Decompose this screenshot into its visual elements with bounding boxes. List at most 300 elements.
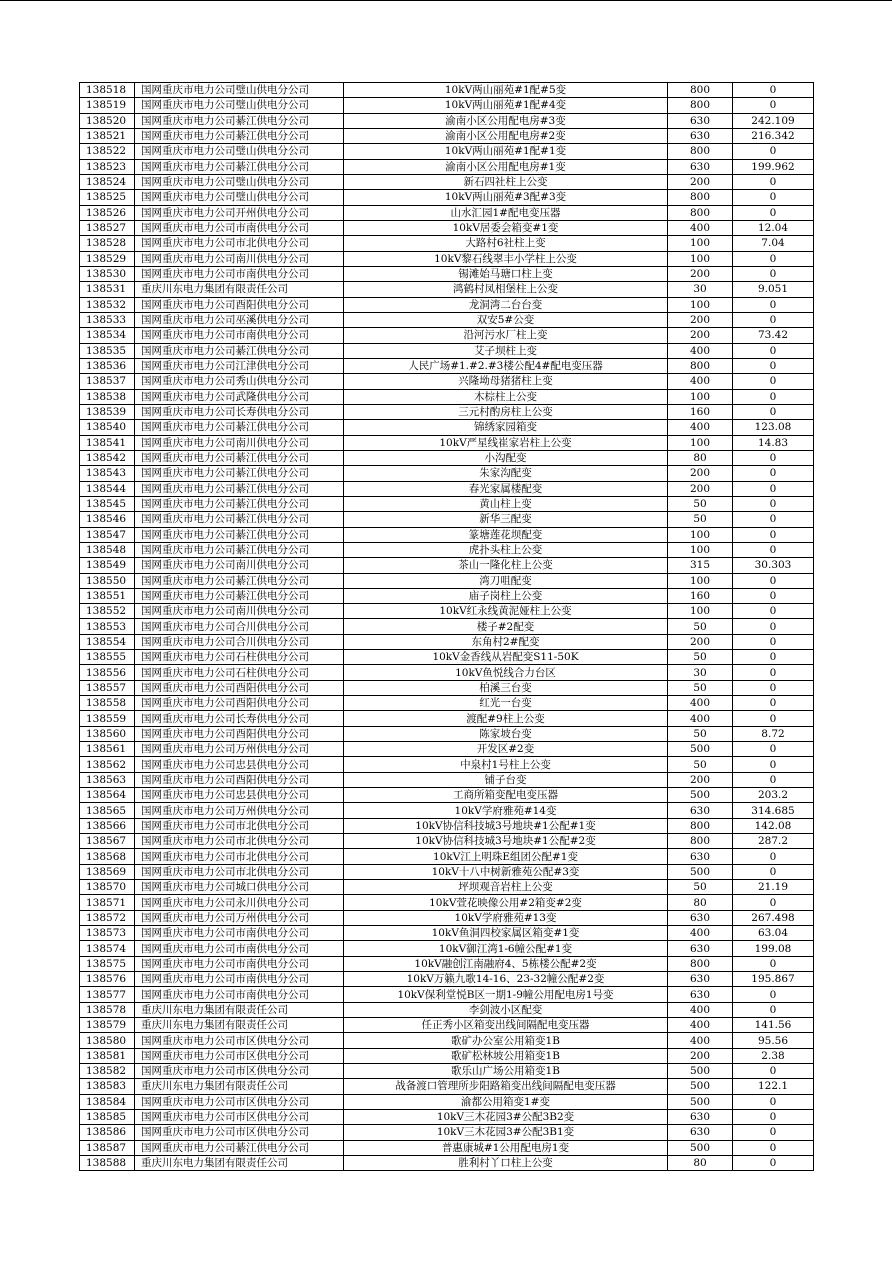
- table-row: [80, 588, 814, 603]
- record-id-cell: 138547: [80, 527, 135, 542]
- value-cell: 0: [733, 665, 814, 680]
- capacity-cell: 50: [668, 726, 733, 741]
- company-name-cell: 国网重庆市电力公司綦江供电分公司: [135, 588, 344, 603]
- company-name-cell: 国网重庆市电力公司綦江供电分公司: [135, 512, 344, 527]
- value-cell: 0: [733, 358, 814, 373]
- transformer-name-cell: 沿河污水厂柱上变: [344, 328, 668, 343]
- transformer-name-cell: 新华三配变: [344, 512, 668, 527]
- record-id-cell: 138578: [80, 1002, 135, 1017]
- company-name-cell: 重庆川东电力集团有限责任公司: [135, 1079, 344, 1094]
- value-cell: 0: [733, 987, 814, 1002]
- value-cell: 0: [733, 297, 814, 312]
- table-row: [80, 297, 814, 312]
- value-cell: 0: [733, 1002, 814, 1017]
- table-row: [80, 726, 814, 741]
- transformer-name-cell: 10kV鱼洞四校家属区箱变#1变: [344, 926, 668, 941]
- value-cell: 21.19: [733, 880, 814, 895]
- transformer-name-cell: 人民广场#1.#2.#3楼公配4#配电变压器: [344, 358, 668, 373]
- capacity-cell: 800: [668, 205, 733, 220]
- company-name-cell: 国网重庆市电力公司长寿供电分公司: [135, 711, 344, 726]
- company-name-cell: 国网重庆市电力公司忠县供电分公司: [135, 757, 344, 772]
- table-row: [80, 312, 814, 327]
- capacity-cell: 50: [668, 496, 733, 511]
- table-row: [80, 849, 814, 864]
- value-cell: 0: [733, 604, 814, 619]
- value-cell: 216.342: [733, 128, 814, 143]
- transformer-name-cell: 10kV江上明珠E组团公配#1变: [344, 849, 668, 864]
- table-row: [80, 98, 814, 113]
- capacity-cell: 800: [668, 83, 733, 98]
- company-name-cell: 国网重庆市电力公司市南供电分公司: [135, 926, 344, 941]
- company-name-cell: 国网重庆市电力公司市北供电分公司: [135, 864, 344, 879]
- table-row: [80, 128, 814, 143]
- transformer-name-cell: 楼子#2配变: [344, 619, 668, 634]
- table-row: [80, 619, 814, 634]
- table-row: [80, 236, 814, 251]
- value-cell: 0: [733, 205, 814, 220]
- record-id-cell: 138525: [80, 190, 135, 205]
- record-id-cell: 138540: [80, 420, 135, 435]
- record-id-cell: 138588: [80, 1155, 135, 1170]
- company-name-cell: 国网重庆市电力公司长寿供电分公司: [135, 404, 344, 419]
- company-name-cell: 国网重庆市电力公司酉阳供电分公司: [135, 772, 344, 787]
- table-row: [80, 1079, 814, 1094]
- company-name-cell: 国网重庆市电力公司江津供电分公司: [135, 358, 344, 373]
- transformer-name-cell: 歌矿松林坡公用箱变1B: [344, 1048, 668, 1063]
- value-cell: 203.2: [733, 788, 814, 803]
- table-row: [80, 757, 814, 772]
- value-cell: 122.1: [733, 1079, 814, 1094]
- record-id-cell: 138534: [80, 328, 135, 343]
- capacity-cell: 630: [668, 972, 733, 987]
- company-name-cell: 国网重庆市电力公司市南供电分公司: [135, 941, 344, 956]
- value-cell: 199.08: [733, 941, 814, 956]
- record-id-cell: 138558: [80, 696, 135, 711]
- record-id-cell: 138581: [80, 1048, 135, 1063]
- value-cell: 123.08: [733, 420, 814, 435]
- record-id-cell: 138557: [80, 680, 135, 695]
- value-cell: 95.56: [733, 1033, 814, 1048]
- record-id-cell: 138553: [80, 619, 135, 634]
- record-id-cell: 138579: [80, 1018, 135, 1033]
- company-name-cell: 国网重庆市电力公司酉阳供电分公司: [135, 680, 344, 695]
- table-row: [80, 266, 814, 281]
- record-id-cell: 138548: [80, 542, 135, 557]
- capacity-cell: 200: [668, 328, 733, 343]
- transformer-name-cell: 渡配#9柱上公变: [344, 711, 668, 726]
- capacity-cell: 100: [668, 251, 733, 266]
- transformer-name-cell: 10kV三木花园3#公配3B1变: [344, 1125, 668, 1140]
- company-name-cell: 国网重庆市电力公司綦江供电分公司: [135, 496, 344, 511]
- transformer-name-cell: 大路村6社柱上变: [344, 236, 668, 251]
- company-name-cell: 重庆川东电力集团有限责任公司: [135, 1155, 344, 1170]
- transformer-name-cell: 10kV鱼悦线合力台区: [344, 665, 668, 680]
- table-row: [80, 604, 814, 619]
- capacity-cell: 200: [668, 466, 733, 481]
- transformer-name-cell: 柏溪三台变: [344, 680, 668, 695]
- table-row: [80, 880, 814, 895]
- capacity-cell: 500: [668, 864, 733, 879]
- record-id-cell: 138527: [80, 220, 135, 235]
- transformer-name-cell: 坪坝观音岩柱上公变: [344, 880, 668, 895]
- company-name-cell: 国网重庆市电力公司城口供电分公司: [135, 880, 344, 895]
- transformer-name-cell: 10kV居委会箱变#1变: [344, 220, 668, 235]
- company-name-cell: 国网重庆市电力公司巫溪供电分公司: [135, 312, 344, 327]
- table-row: [80, 374, 814, 389]
- company-name-cell: 国网重庆市电力公司市区供电分公司: [135, 1064, 344, 1079]
- value-cell: 0: [733, 1125, 814, 1140]
- company-name-cell: 国网重庆市电力公司綦江供电分公司: [135, 481, 344, 496]
- table-row: [80, 358, 814, 373]
- transformer-name-cell: 任正秀小区箱变出线间隔配电变压器: [344, 1018, 668, 1033]
- value-cell: 0: [733, 772, 814, 787]
- capacity-cell: 500: [668, 1140, 733, 1155]
- record-id-cell: 138528: [80, 236, 135, 251]
- company-name-cell: 国网重庆市电力公司酉阳供电分公司: [135, 696, 344, 711]
- record-id-cell: 138565: [80, 803, 135, 818]
- capacity-cell: 500: [668, 1094, 733, 1109]
- table-row: [80, 1140, 814, 1155]
- value-cell: 142.08: [733, 818, 814, 833]
- table-row: [80, 328, 814, 343]
- company-name-cell: 国网重庆市电力公司市北供电分公司: [135, 818, 344, 833]
- capacity-cell: 630: [668, 910, 733, 925]
- transformer-name-cell: 10kV金香线从岩配变S11-50K: [344, 650, 668, 665]
- transformer-name-cell: 庙子岗柱上公变: [344, 588, 668, 603]
- value-cell: 0: [733, 512, 814, 527]
- value-cell: 0: [733, 1155, 814, 1170]
- record-id-cell: 138556: [80, 665, 135, 680]
- company-name-cell: 国网重庆市电力公司綦江供电分公司: [135, 128, 344, 143]
- record-id-cell: 138546: [80, 512, 135, 527]
- table-row: [80, 1155, 814, 1170]
- company-name-cell: 国网重庆市电力公司綦江供电分公司: [135, 542, 344, 557]
- record-id-cell: 138545: [80, 496, 135, 511]
- record-id-cell: 138564: [80, 788, 135, 803]
- company-name-cell: 国网重庆市电力公司武隆供电分公司: [135, 389, 344, 404]
- record-id-cell: 138576: [80, 972, 135, 987]
- company-name-cell: 国网重庆市电力公司市南供电分公司: [135, 220, 344, 235]
- table-row: [80, 220, 814, 235]
- capacity-cell: 400: [668, 1033, 733, 1048]
- company-name-cell: 国网重庆市电力公司永川供电分公司: [135, 895, 344, 910]
- record-id-cell: 138544: [80, 481, 135, 496]
- capacity-cell: 200: [668, 174, 733, 189]
- table-row: [80, 895, 814, 910]
- table-row: [80, 343, 814, 358]
- table-row: [80, 527, 814, 542]
- capacity-cell: 200: [668, 634, 733, 649]
- table-row: [80, 174, 814, 189]
- table-row: [80, 512, 814, 527]
- capacity-cell: 400: [668, 220, 733, 235]
- record-id-cell: 138532: [80, 297, 135, 312]
- record-id-cell: 138575: [80, 956, 135, 971]
- value-cell: 0: [733, 83, 814, 98]
- capacity-cell: 500: [668, 742, 733, 757]
- transformer-name-cell: 中泉村1号柱上公变: [344, 757, 668, 772]
- capacity-cell: 630: [668, 159, 733, 174]
- record-id-cell: 138522: [80, 144, 135, 159]
- capacity-cell: 800: [668, 190, 733, 205]
- value-cell: 0: [733, 481, 814, 496]
- table-row: [80, 573, 814, 588]
- page-top-rule: [0, 0, 892, 1]
- capacity-cell: 630: [668, 113, 733, 128]
- company-name-cell: 国网重庆市电力公司璧山供电分公司: [135, 190, 344, 205]
- record-id-cell: 138585: [80, 1109, 135, 1124]
- company-name-cell: 国网重庆市电力公司市南供电分公司: [135, 266, 344, 281]
- company-name-cell: 国网重庆市电力公司市北供电分公司: [135, 849, 344, 864]
- transformer-name-cell: 10kV御江湾1-6幢公配#1变: [344, 941, 668, 956]
- capacity-cell: 160: [668, 404, 733, 419]
- table-row: [80, 910, 814, 925]
- value-cell: 8.72: [733, 726, 814, 741]
- table-row: [80, 956, 814, 971]
- transformer-name-cell: 10kV萱花映像公用#2箱变#2变: [344, 895, 668, 910]
- company-name-cell: 国网重庆市电力公司綦江供电分公司: [135, 573, 344, 588]
- table-row: [80, 389, 814, 404]
- table-row: [80, 742, 814, 757]
- company-name-cell: 国网重庆市电力公司綦江供电分公司: [135, 466, 344, 481]
- transformer-name-cell: 春光家属楼配变: [344, 481, 668, 496]
- transformer-name-cell: 篆塘莲花坝配变: [344, 527, 668, 542]
- value-cell: 12.04: [733, 220, 814, 235]
- capacity-cell: 800: [668, 834, 733, 849]
- value-cell: 0: [733, 650, 814, 665]
- table-row: [80, 1002, 814, 1017]
- capacity-cell: 200: [668, 312, 733, 327]
- table-row: [80, 558, 814, 573]
- table-row: [80, 420, 814, 435]
- table-row: [80, 466, 814, 481]
- value-cell: 0: [733, 174, 814, 189]
- value-cell: 63.04: [733, 926, 814, 941]
- company-name-cell: 国网重庆市电力公司市北供电分公司: [135, 236, 344, 251]
- record-id-cell: 138539: [80, 404, 135, 419]
- capacity-cell: 160: [668, 588, 733, 603]
- table-row: [80, 1109, 814, 1124]
- company-name-cell: 国网重庆市电力公司开州供电分公司: [135, 205, 344, 220]
- record-id-cell: 138571: [80, 895, 135, 910]
- record-id-cell: 138529: [80, 251, 135, 266]
- table-row: [80, 972, 814, 987]
- capacity-cell: 100: [668, 236, 733, 251]
- transformer-name-cell: 锡滩始马瑭口柱上变: [344, 266, 668, 281]
- record-id-cell: 138549: [80, 558, 135, 573]
- table-row: [80, 159, 814, 174]
- table-row: [80, 1018, 814, 1033]
- capacity-cell: 50: [668, 757, 733, 772]
- company-name-cell: 国网重庆市电力公司南川供电分公司: [135, 435, 344, 450]
- capacity-cell: 630: [668, 849, 733, 864]
- capacity-cell: 500: [668, 1064, 733, 1079]
- table-row: [80, 834, 814, 849]
- value-cell: 0: [733, 634, 814, 649]
- value-cell: 14.83: [733, 435, 814, 450]
- transformer-name-cell: 铺子台变: [344, 772, 668, 787]
- record-id-cell: 138559: [80, 711, 135, 726]
- record-id-cell: 138568: [80, 849, 135, 864]
- capacity-cell: 500: [668, 1079, 733, 1094]
- value-cell: 0: [733, 956, 814, 971]
- transformer-name-cell: 开发区#2变: [344, 742, 668, 757]
- company-name-cell: 国网重庆市电力公司市南供电分公司: [135, 956, 344, 971]
- company-name-cell: 国网重庆市电力公司合川供电分公司: [135, 619, 344, 634]
- capacity-cell: 630: [668, 1125, 733, 1140]
- company-name-cell: 国网重庆市电力公司秀山供电分公司: [135, 374, 344, 389]
- capacity-cell: 400: [668, 374, 733, 389]
- record-id-cell: 138552: [80, 604, 135, 619]
- table-row: [80, 450, 814, 465]
- value-cell: 0: [733, 742, 814, 757]
- record-id-cell: 138523: [80, 159, 135, 174]
- transformer-name-cell: 10kV三木花园3#公配3B2变: [344, 1109, 668, 1124]
- record-id-cell: 138573: [80, 926, 135, 941]
- table-row: [80, 1048, 814, 1063]
- capacity-cell: 100: [668, 389, 733, 404]
- value-cell: 0: [733, 251, 814, 266]
- record-id-cell: 138551: [80, 588, 135, 603]
- record-id-cell: 138520: [80, 113, 135, 128]
- value-cell: 0: [733, 895, 814, 910]
- transformer-name-cell: 东角村2#配变: [344, 634, 668, 649]
- transformer-name-cell: 三元村酌房柱上公变: [344, 404, 668, 419]
- capacity-cell: 80: [668, 1155, 733, 1170]
- capacity-cell: 50: [668, 619, 733, 634]
- value-cell: 0: [733, 711, 814, 726]
- value-cell: 30.303: [733, 558, 814, 573]
- value-cell: 0: [733, 266, 814, 281]
- table-row: [80, 1064, 814, 1079]
- value-cell: 0: [733, 312, 814, 327]
- table-row: [80, 1094, 814, 1109]
- capacity-cell: 400: [668, 420, 733, 435]
- value-cell: 0: [733, 404, 814, 419]
- record-id-cell: 138572: [80, 910, 135, 925]
- value-cell: 314.685: [733, 803, 814, 818]
- value-cell: 0: [733, 374, 814, 389]
- capacity-cell: 50: [668, 880, 733, 895]
- transformer-name-cell: 战备渡口管理所步阳路箱变出线间隔配电变压器: [344, 1079, 668, 1094]
- value-cell: 199.962: [733, 159, 814, 174]
- table-row: [80, 803, 814, 818]
- value-cell: 0: [733, 144, 814, 159]
- company-name-cell: 国网重庆市电力公司万州供电分公司: [135, 803, 344, 818]
- transformer-name-cell: 湾刀咀配变: [344, 573, 668, 588]
- company-name-cell: 重庆川东电力集团有限责任公司: [135, 1018, 344, 1033]
- record-id-cell: 138577: [80, 987, 135, 1002]
- record-id-cell: 138586: [80, 1125, 135, 1140]
- value-cell: 2.38: [733, 1048, 814, 1063]
- record-id-cell: 138538: [80, 389, 135, 404]
- value-cell: 267.498: [733, 910, 814, 925]
- table-row: [80, 251, 814, 266]
- table-row: [80, 696, 814, 711]
- transformer-name-cell: 小沟配变: [344, 450, 668, 465]
- value-cell: 9.051: [733, 282, 814, 297]
- transformer-name-cell: 山水汇园1#配电变压器: [344, 205, 668, 220]
- company-name-cell: 国网重庆市电力公司綦江供电分公司: [135, 527, 344, 542]
- table-row: [80, 481, 814, 496]
- transformer-name-cell: 歌乐山广场公用箱变1B: [344, 1064, 668, 1079]
- value-cell: 287.2: [733, 834, 814, 849]
- record-id-cell: 138560: [80, 726, 135, 741]
- company-name-cell: 国网重庆市电力公司南川供电分公司: [135, 251, 344, 266]
- company-name-cell: 国网重庆市电力公司酉阳供电分公司: [135, 726, 344, 741]
- value-cell: 0: [733, 864, 814, 879]
- transformer-name-cell: 歌矿办公室公用箱变1B: [344, 1033, 668, 1048]
- transformer-name-cell: 红光一台变: [344, 696, 668, 711]
- company-name-cell: 国网重庆市电力公司綦江供电分公司: [135, 450, 344, 465]
- transformer-name-cell: 渝都公用箱变1#变: [344, 1094, 668, 1109]
- record-id-cell: 138569: [80, 864, 135, 879]
- company-name-cell: 国网重庆市电力公司璧山供电分公司: [135, 98, 344, 113]
- transformer-name-cell: 艾子坝柱上变: [344, 343, 668, 358]
- transformer-name-cell: 胜利村丫口柱上公变: [344, 1155, 668, 1170]
- record-id-cell: 138518: [80, 83, 135, 98]
- table-row: [80, 282, 814, 297]
- company-name-cell: 国网重庆市电力公司市区供电分公司: [135, 1109, 344, 1124]
- transformer-name-cell: 兴隆坳母猪猪柱上变: [344, 374, 668, 389]
- value-cell: 0: [733, 696, 814, 711]
- value-cell: 0: [733, 680, 814, 695]
- transformer-name-cell: 普惠康城#1公用配电房1变: [344, 1140, 668, 1155]
- capacity-cell: 630: [668, 1109, 733, 1124]
- capacity-cell: 200: [668, 481, 733, 496]
- capacity-cell: 100: [668, 573, 733, 588]
- record-id-cell: 138537: [80, 374, 135, 389]
- company-name-cell: 国网重庆市电力公司市南供电分公司: [135, 987, 344, 1002]
- record-id-cell: 138555: [80, 650, 135, 665]
- value-cell: 7.04: [733, 236, 814, 251]
- record-id-cell: 138533: [80, 312, 135, 327]
- capacity-cell: 100: [668, 542, 733, 557]
- record-id-cell: 138582: [80, 1064, 135, 1079]
- record-id-cell: 138580: [80, 1033, 135, 1048]
- value-cell: 0: [733, 466, 814, 481]
- table-row: [80, 205, 814, 220]
- transformer-name-cell: 茶山一隆化柱上公变: [344, 558, 668, 573]
- value-cell: 0: [733, 1064, 814, 1079]
- capacity-cell: 50: [668, 512, 733, 527]
- company-name-cell: 国网重庆市电力公司万州供电分公司: [135, 742, 344, 757]
- capacity-cell: 50: [668, 650, 733, 665]
- value-cell: 0: [733, 1140, 814, 1155]
- record-id-cell: 138543: [80, 466, 135, 481]
- record-id-cell: 138584: [80, 1094, 135, 1109]
- record-id-cell: 138566: [80, 818, 135, 833]
- table-row: [80, 650, 814, 665]
- company-name-cell: 国网重庆市电力公司忠县供电分公司: [135, 788, 344, 803]
- company-name-cell: 国网重庆市电力公司石柱供电分公司: [135, 665, 344, 680]
- value-cell: 0: [733, 496, 814, 511]
- table-row: [80, 926, 814, 941]
- transformer-name-cell: 渝南小区公用配电房#1变: [344, 159, 668, 174]
- transformer-name-cell: 渝南小区公用配电房#2变: [344, 128, 668, 143]
- company-name-cell: 国网重庆市电力公司市区供电分公司: [135, 1125, 344, 1140]
- record-id-cell: 138563: [80, 772, 135, 787]
- table-row: [80, 788, 814, 803]
- company-name-cell: 国网重庆市电力公司市区供电分公司: [135, 1033, 344, 1048]
- capacity-cell: 30: [668, 665, 733, 680]
- record-id-cell: 138567: [80, 834, 135, 849]
- table-row: [80, 772, 814, 787]
- company-name-cell: 国网重庆市电力公司綦江供电分公司: [135, 1140, 344, 1155]
- capacity-cell: 100: [668, 604, 733, 619]
- value-cell: 0: [733, 1094, 814, 1109]
- capacity-cell: 800: [668, 98, 733, 113]
